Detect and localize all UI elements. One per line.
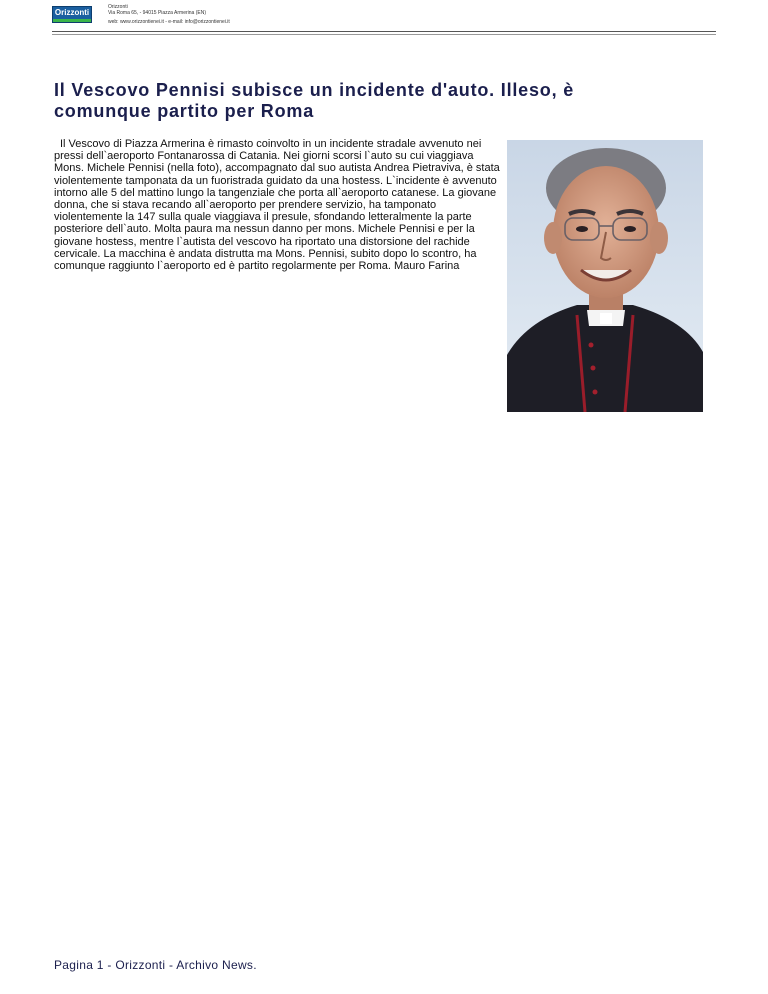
- orizzonti-logo: [52, 6, 92, 23]
- header-address: Via Roma 65, - 94015 Piazza Armerina (EN): [108, 10, 207, 16]
- article-title: Il Vescovo Pennisi subisce un incidente d'auto. Illeso, è comunque partito per Roma: [54, 80, 575, 121]
- logo-green-bar: [53, 19, 91, 22]
- header-org-name: Orizzonti: [108, 4, 128, 10]
- bishop-photo: [507, 140, 703, 412]
- header-divider: [52, 31, 716, 35]
- page-footer: Pagina 1 - Orizzonti - Archivo News.: [54, 958, 257, 972]
- logo-text: Orizzonti: [54, 8, 90, 17]
- header-web-email: web: www.orizzontienei.it - e-mail: info@orizzontienei.it: [108, 19, 230, 25]
- article-body: Il Vescovo di Piazza Armerina è rimasto coinvolto in un incidente stradale avvenuto nei pressi dell`aeroporto Fontanarossa di Catania. Nei giorni scorsi l`auto su cui viaggiava Mons. Michele Pennisi (nella foto), accompagnato dal suo autista Andrea Pietraviva, è stata violentemente tamponata da un fuoristrada guidato da una hostess. L`incidente è avvenuto intorno alle 5 del mattino lungo la tangenziale che porta all`aeroporto catanese. La giovane donna, che si stava recando all`aeroporto per prendere servizio, ha tamponato violentemente la 147 sulla quale viaggiava il presule, sfondando letteralmente la parte posteriore dell`auto. Molta paura ma nessun danno per mons. Michele Pennisi e per la giovane hostess, mentre l`autista del vescovo ha riportato una distorsione del rachide cervicale. La macchina è andata distrutta ma Mons. Pennisi, subito dopo lo scontro, ha comunque raggiunto l`aeroporto ed è partito regolarmente per Roma. Mauro Farina: [54, 138, 500, 273]
